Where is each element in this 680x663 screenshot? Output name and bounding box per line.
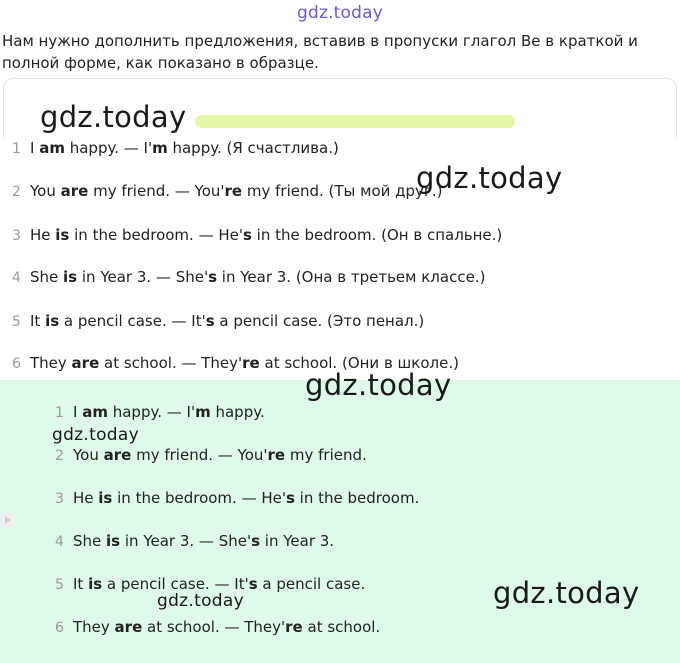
row-number: 5 xyxy=(12,314,21,330)
row-number: 3 xyxy=(55,491,64,507)
site-brand[interactable]: gdz.today xyxy=(296,3,384,23)
row-number: 3 xyxy=(12,228,21,244)
row-number: 2 xyxy=(12,184,21,200)
exercise-row xyxy=(12,139,339,157)
row-text: He is in the bedroom. — He's in the bedroom. xyxy=(73,489,420,507)
highlight-bar xyxy=(195,115,515,128)
watermark: gdz.today xyxy=(52,425,139,445)
row-number: 6 xyxy=(55,620,64,636)
row-text: It is a pencil case. — It's a pencil case. (Это пенал.) xyxy=(30,312,425,330)
row-text: You are my friend. — You're my friend. (Ты мой друг.) xyxy=(30,182,443,200)
play-icon[interactable] xyxy=(0,513,14,527)
row-number: 2 xyxy=(55,448,64,464)
exercise-row xyxy=(12,312,424,330)
watermark: gdz.today xyxy=(493,576,640,610)
row-text: She is in Year 3. — She's in Year 3. xyxy=(73,532,335,550)
row-number: 5 xyxy=(55,577,64,593)
watermark: gdz.today xyxy=(416,161,563,195)
row-number: 6 xyxy=(12,356,21,372)
row-number: 1 xyxy=(12,141,21,157)
row-text: It is a pencil case. — It's a pencil case. xyxy=(73,575,366,593)
row-text: They are at school. — They're at school. xyxy=(73,618,381,636)
task-instruction: Нам нужно дополнить предложения, вставив в пропуски глагол Be в краткой и полной форме, как показано в образце. xyxy=(2,32,638,72)
answer-row xyxy=(55,532,334,550)
answer-row xyxy=(55,446,367,464)
row-text: She is in Year 3. — She's in Year 3. (Она в третьем классе.) xyxy=(30,268,486,286)
row-text: They are at school. — They're at school. (Они в школе.) xyxy=(30,354,459,372)
exercise-row xyxy=(12,182,442,200)
answer-row xyxy=(55,489,419,507)
row-text: I am happy. — I'm happy. (Я счастлива.) xyxy=(30,139,339,157)
row-number: 1 xyxy=(55,405,64,421)
watermark: gdz.today xyxy=(157,591,244,611)
exercise-row xyxy=(12,268,485,286)
answer-row xyxy=(55,618,380,636)
watermark: gdz.today xyxy=(305,368,452,402)
row-number: 4 xyxy=(55,534,64,550)
row-text: You are my friend. — You're my friend. xyxy=(73,446,367,464)
row-text: I am happy. — I'm happy. xyxy=(73,403,265,421)
watermark: gdz.today xyxy=(40,100,187,134)
row-text: He is in the bedroom. — He's in the bedroom. (Он в спальне.) xyxy=(30,226,503,244)
exercise-row xyxy=(12,226,502,244)
row-number: 4 xyxy=(12,270,21,286)
answer-row xyxy=(55,403,265,421)
